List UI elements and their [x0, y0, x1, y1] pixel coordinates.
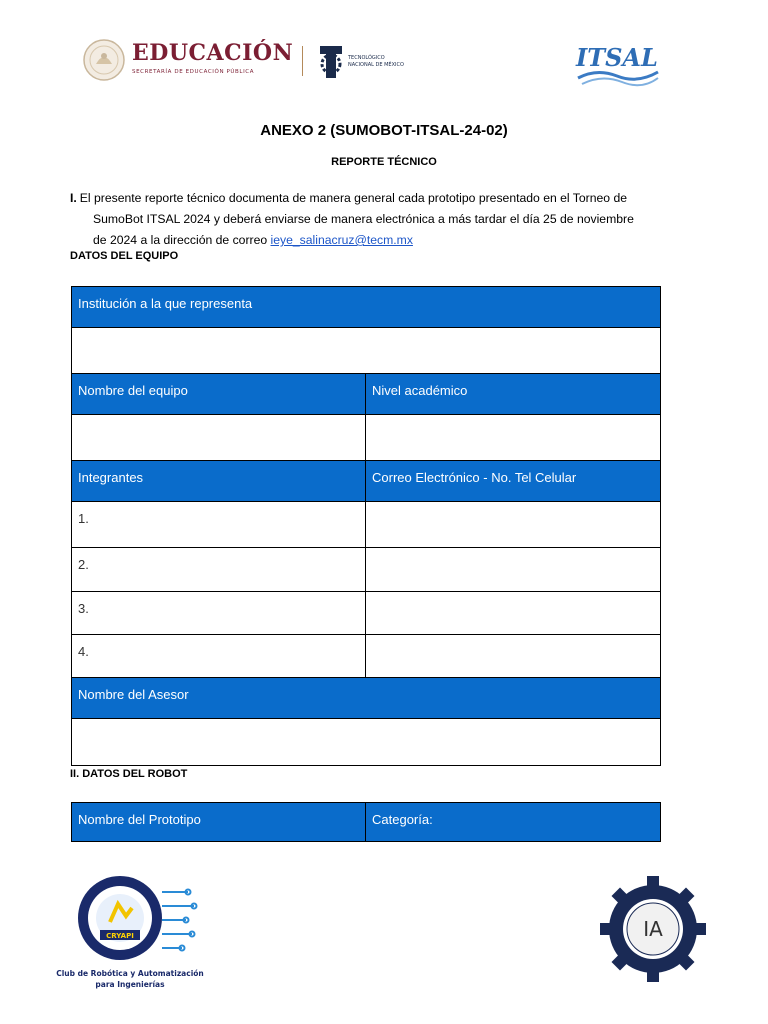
cryapi-caption-1: Club de Robótica y Automatización [56, 969, 204, 978]
cryapi-caption-2: para Ingenierías [95, 980, 165, 989]
section-number: I. [70, 191, 77, 205]
level-header: Nivel académico [366, 374, 661, 415]
cryapi-caption [50, 968, 210, 990]
contact-field-1[interactable] [366, 502, 661, 548]
member-row-3[interactable]: 3. [72, 592, 366, 635]
team-data-table [71, 286, 661, 766]
document-title: ANEXO 2 (SUMOBOT-ITSAL-24-02) [260, 122, 508, 139]
sep-subtitle: SECRETARÍA DE EDUCACIÓN PÚBLICA [132, 69, 255, 75]
educacion-wordmark: EDUCACIÓN [132, 40, 294, 66]
email-link[interactable]: ieye_salinacruz@tecm.mx [270, 233, 413, 247]
cryapi-gear-icon [70, 872, 200, 964]
member-row-1[interactable]: 1. [72, 502, 366, 548]
contact-field-4[interactable] [366, 635, 661, 678]
section-robot-label: II. DATOS DEL ROBOT [70, 768, 188, 780]
document-subtitle: REPORTE TÉCNICO [331, 156, 437, 168]
contact-header: Correo Electrónico - No. Tel Celular [366, 461, 661, 502]
intro-line-3 [70, 230, 662, 251]
tecnm-text [348, 55, 404, 69]
team-name-field[interactable] [72, 415, 366, 461]
contact-field-2[interactable] [366, 548, 661, 592]
category-header: Categoría: [366, 803, 661, 842]
members-header: Integrantes [72, 461, 366, 502]
section-team-label: DATOS DEL EQUIPO [70, 250, 179, 262]
team-name-header: Nombre del equipo [72, 374, 366, 415]
member-row-4[interactable]: 4. [72, 635, 366, 678]
cryapi-logo [50, 872, 210, 992]
institution-header: Institución a la que representa [72, 287, 661, 328]
intro-line-3-text: de 2024 a la dirección de correo [93, 233, 271, 247]
ia-club-logo [598, 874, 708, 984]
intro-line-1: El presente reporte técnico documenta de manera general cada prototipo presentado en el Torneo de [79, 191, 628, 205]
tecnm-logo [316, 40, 426, 86]
cryapi-wordmark: CRYAPI [106, 932, 134, 940]
mexico-seal-icon [82, 38, 126, 82]
advisor-header: Nombre del Asesor [72, 678, 661, 719]
ia-gear-icon [598, 874, 708, 984]
educacion-logo [82, 38, 292, 86]
intro-paragraph [70, 188, 662, 251]
tecnm-line-1: TECNOLÓGICO [348, 55, 385, 61]
member-row-2[interactable]: 2. [72, 548, 366, 592]
robot-data-table [71, 802, 661, 842]
intro-line-2: SumoBot ITSAL 2024 y deberá enviarse de manera electrónica a más tardar el día 25 de noviembre [93, 212, 634, 226]
logo-divider [302, 46, 303, 76]
advisor-field[interactable] [72, 719, 661, 766]
contact-field-3[interactable] [366, 592, 661, 635]
level-field[interactable] [366, 415, 661, 461]
itsal-wordmark: ITSAL [576, 43, 658, 72]
tecnm-line-2: NACIONAL DE MÉXICO [348, 62, 404, 68]
prototype-header: Nombre del Prototipo [72, 803, 366, 842]
itsal-logo [572, 38, 662, 88]
institution-field[interactable] [72, 328, 661, 374]
itsal-wave-icon [572, 38, 662, 88]
ia-wordmark: IA [643, 917, 663, 941]
tecnm-gear-icon [316, 40, 346, 84]
